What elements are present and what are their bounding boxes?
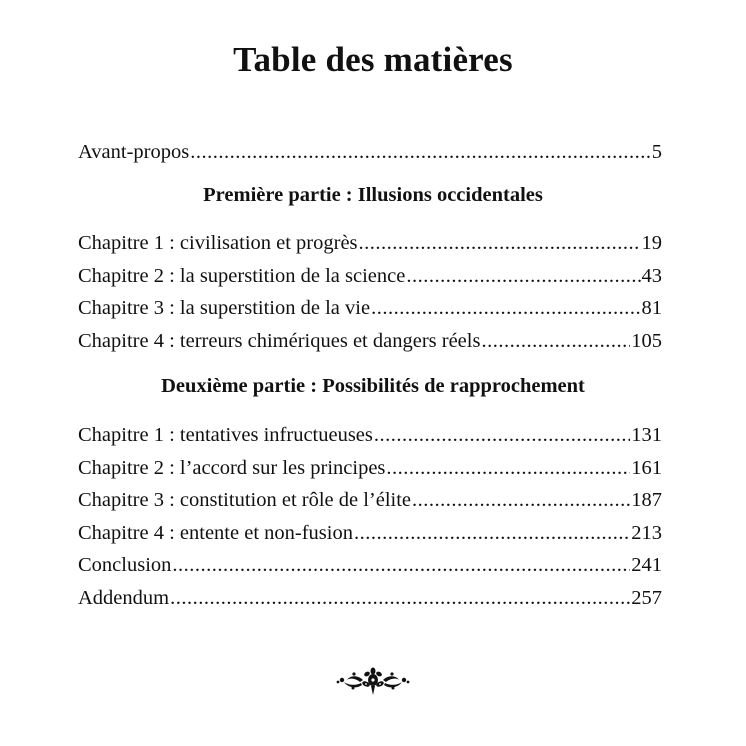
leader-dots xyxy=(190,136,651,169)
leader-dots xyxy=(386,452,630,485)
toc-entry-page: 5 xyxy=(651,141,662,163)
toc-entry-conclusion[interactable] xyxy=(78,549,662,582)
part-heading-2: Deuxième partie : Possibilités de rapprochement xyxy=(161,375,585,397)
leader-dots xyxy=(359,227,641,260)
toc-entry-label: Addendum xyxy=(78,586,170,609)
leader-dots xyxy=(172,549,630,582)
toc-front-list xyxy=(78,136,662,169)
leader-dots xyxy=(374,419,630,452)
toc-entry-label: Chapitre 3 : la superstition de la vie xyxy=(78,297,371,320)
toc-entry-label: Conclusion xyxy=(78,554,172,577)
toc-entry-label: Chapitre 1 : civilisation et progrès xyxy=(78,232,358,254)
leader-dots xyxy=(170,582,630,615)
toc-entry-page: 161 xyxy=(631,456,662,479)
leader-dots xyxy=(412,484,630,517)
toc-entry-page: 131 xyxy=(631,424,662,446)
toc-entry-page: 81 xyxy=(641,297,662,320)
toc-entry-p1-ch3[interactable] xyxy=(78,292,662,325)
fleuron-ornament-icon xyxy=(333,666,413,696)
toc-part-1-list xyxy=(78,227,662,357)
toc-entry-p2-ch1[interactable] xyxy=(78,419,662,452)
toc-entry-p2-ch2[interactable] xyxy=(78,452,662,485)
toc-entry-label: Chapitre 2 : l’accord sur les principes xyxy=(78,456,386,479)
toc-entry-p1-ch2[interactable] xyxy=(78,260,662,293)
toc-entry-label: Chapitre 4 : terreurs chimériques et dangers réels xyxy=(78,329,481,352)
toc-entry-page: 19 xyxy=(641,232,662,254)
toc-entry-page: 241 xyxy=(631,554,662,577)
page-title: Table des matières xyxy=(233,40,513,79)
toc-entry-page: 213 xyxy=(631,521,662,544)
toc-entry-page: 187 xyxy=(631,489,662,512)
toc-entry-p1-ch4[interactable] xyxy=(78,325,662,358)
toc-entry-label: Avant-propos xyxy=(78,141,190,163)
toc-entry-label: Chapitre 3 : constitution et rôle de l’élite xyxy=(78,489,412,512)
toc-entry-page: 257 xyxy=(631,586,662,609)
leader-dots xyxy=(481,325,630,358)
toc-entry-page: 105 xyxy=(631,329,662,352)
toc-entry-label: Chapitre 1 : tentatives infructueuses xyxy=(78,424,373,446)
toc-entry-addendum[interactable] xyxy=(78,582,662,615)
part-heading-1: Première partie : Illusions occidentales xyxy=(203,184,543,206)
leader-dots xyxy=(354,517,630,550)
toc-part-2-list xyxy=(78,419,662,615)
toc-entry-p2-ch3[interactable] xyxy=(78,484,662,517)
toc-entry-avant-propos[interactable] xyxy=(78,136,662,169)
toc-entry-label: Chapitre 4 : entente et non-fusion xyxy=(78,521,353,544)
toc-entry-page: 43 xyxy=(641,264,662,287)
toc-entry-p2-ch4[interactable] xyxy=(78,517,662,550)
leader-dots xyxy=(406,260,640,293)
toc-entry-label: Chapitre 2 : la superstition de la science xyxy=(78,264,406,287)
leader-dots xyxy=(371,292,640,325)
toc-entry-p1-ch1[interactable] xyxy=(78,227,662,260)
